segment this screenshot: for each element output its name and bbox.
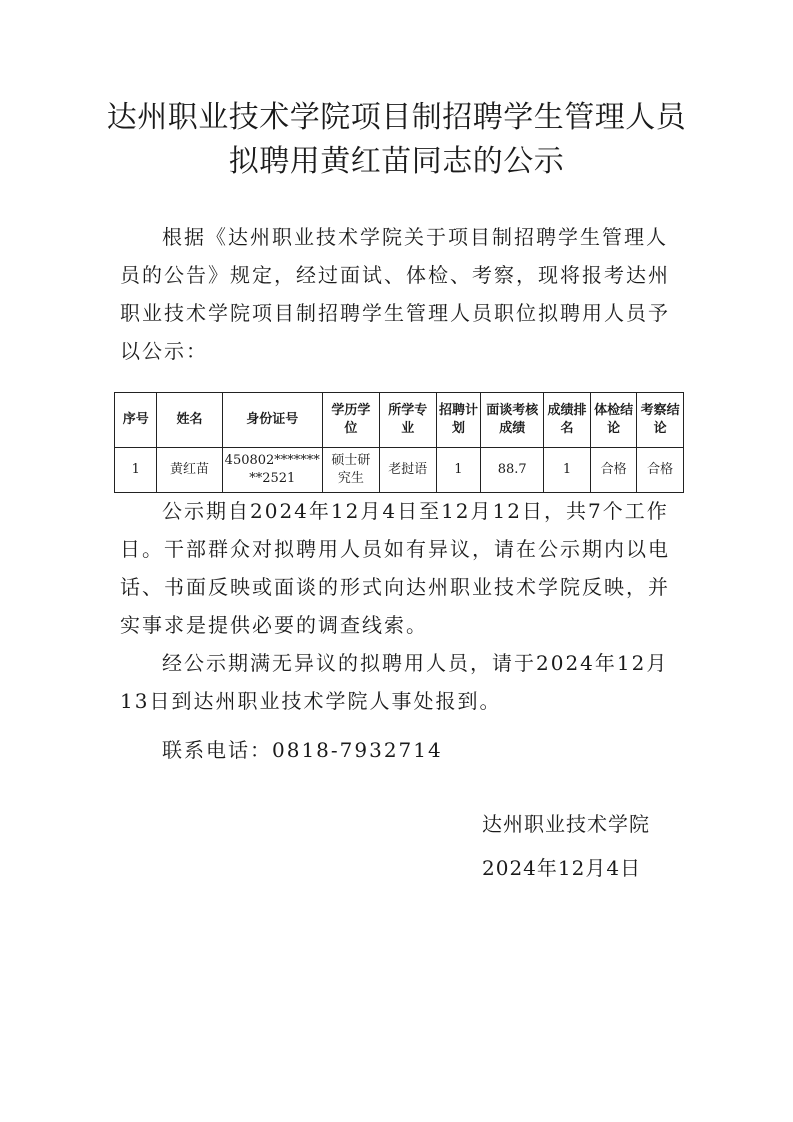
signature-date: 2024年12月4日 <box>482 856 642 880</box>
table-row <box>115 448 684 493</box>
header-cell: 面谈考核成绩 <box>481 393 544 448</box>
notice-title <box>0 96 793 184</box>
title-line-2: 拟聘用黄红苗同志的公示 <box>228 144 565 179</box>
header-cell: 序号 <box>115 393 157 448</box>
header-cell: 所学专业 <box>379 393 436 448</box>
cell-score: 88.7 <box>481 448 544 493</box>
cell-inspection: 合格 <box>637 448 684 493</box>
cell-name: 黄红苗 <box>157 448 222 493</box>
report-text: 经公示期满无异议的拟聘用人员，请于2024年12月13日到达州职业技术学院人事处报到。 <box>120 651 669 713</box>
cell-plan: 1 <box>436 448 480 493</box>
header-cell: 姓名 <box>157 393 222 448</box>
signature-org: 达州职业技术学院 <box>482 812 650 836</box>
header-cell: 考察结论 <box>637 393 684 448</box>
header-cell: 招聘计划 <box>436 393 480 448</box>
cell-index: 1 <box>115 448 157 493</box>
cell-degree: 硕士研究生 <box>322 448 379 493</box>
header-cell: 体检结论 <box>590 393 637 448</box>
contact-text: 联系电话：0818-7932714 <box>162 738 443 762</box>
cell-rank: 1 <box>544 448 591 493</box>
title-line-1: 达州职业技术学院项目制招聘学生管理人员 <box>106 100 687 135</box>
notice-period-paragraph <box>120 492 680 644</box>
header-cell: 成绩排名 <box>544 393 591 448</box>
cell-id-number: 450802*********2521 <box>222 448 322 493</box>
contact-paragraph <box>120 731 680 769</box>
header-cell: 身份证号 <box>222 393 322 448</box>
cell-medical: 合格 <box>590 448 637 493</box>
cell-major: 老挝语 <box>379 448 436 493</box>
intro-paragraph <box>120 218 680 370</box>
table-header-row <box>115 393 684 448</box>
report-paragraph <box>120 644 680 720</box>
candidate-table <box>114 392 684 493</box>
intro-text: 根据《达州职业技术学院关于项目制招聘学生管理人员的公告》规定，经过面试、体检、考察，现将报考达州职业技术学院项目制招聘学生管理人员职位拟聘用人员予以公示： <box>120 225 670 363</box>
notice-period-text: 公示期自2024年12月4日至12月12日，共7个工作日。干部群众对拟聘用人员如有异议，请在公示期内以电话、书面反映或面谈的形式向达州职业技术学院反映，并实事求是提供必要的调查线索。 <box>120 499 670 637</box>
header-cell: 学历学位 <box>322 393 379 448</box>
